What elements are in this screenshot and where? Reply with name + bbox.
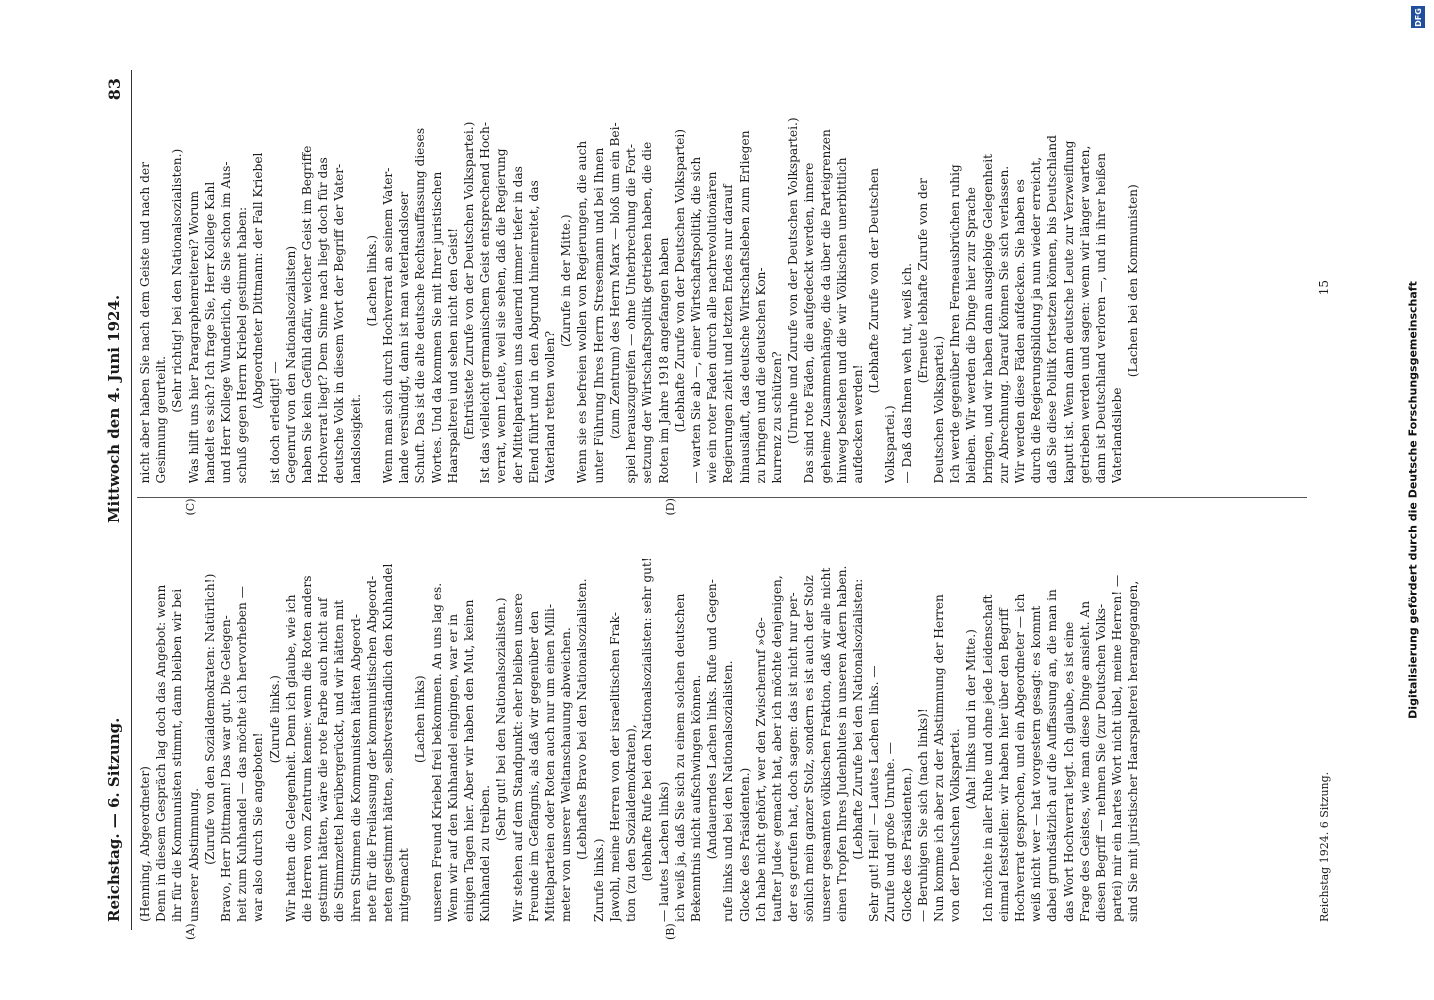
text-line: Ich werde gegenüber Ihren Ferneausbrüchen ruhig (948, 164, 963, 484)
text-line: gestimmt hätten, wäre die rote Farbe auch nicht auf (316, 597, 331, 922)
text-line: (Lachen links.) (364, 234, 379, 327)
text-line: (Zurufe links.) (267, 675, 282, 764)
text-line: mitgemacht (397, 848, 412, 922)
header-rule (131, 70, 132, 930)
text-line: Mittelparteien oder Roten auch nur um einen Milli- (543, 604, 558, 922)
text-line: Glocke des Präsidenten.) (737, 767, 752, 922)
text-line: deutsche Volk in diesem Wort der Begriff der Vater- (332, 163, 347, 484)
text-line: hinausläuft, das deutsche Wirtschaftsleben zum Erliegen (737, 130, 752, 484)
text-line: Regierungen zieht und letzten Endes nur darauf (721, 184, 736, 484)
text-line: landslosigkeit. (348, 393, 363, 484)
text-line: getrieben werden und sagen: wenn wir länger warten, (1077, 145, 1092, 484)
text-line: die Stimmzettel herübergerückt, und wir hätten mit (332, 599, 347, 922)
footer-left: Reichstag 1924. 6 Sitzung. (1318, 771, 1331, 922)
text-line: zu bringen und die deutschen Kon- (753, 267, 768, 484)
text-line: Zurufe und große Unruhe. — (883, 742, 898, 922)
text-line: (Andauerndes Lachen links. Rufe und Gegen- (705, 579, 720, 860)
text-line: Jawohl, meine Herren von der israelitischen Frak- (607, 612, 622, 922)
text-line: einigen Tagen hier. Aber wir haben den Mut, keinen (462, 599, 477, 922)
text-line: — Beruhigen Sie sich (nach links)! (915, 708, 930, 922)
text-line: unserer Abstimmung. (186, 787, 201, 922)
header-date: Mittwoch den 4. Juni 1924. (105, 294, 123, 524)
text-line: bringen, und wir haben dann ausgiebige Gelegenheit (980, 153, 995, 484)
text-line: Nun komme ich aber zu der Abstimmung der Herren (931, 594, 946, 922)
text-line: (Lebhafte Zurufe bei den Nationalsozialisten: (850, 578, 865, 860)
text-line: (Sehr gut! bei den Nationalsozialisten.) (494, 597, 509, 842)
text-line: nete für die Freilassung der kommunistischen Abgeord- (364, 575, 379, 922)
text-line: durch die Regierungsbildung ja nun wieder erreicht, (1029, 157, 1044, 484)
signature-mark: 15 (1317, 280, 1331, 296)
text-line: die Herren vom Zentrum kenne: wenn die Roten anders (300, 575, 315, 922)
text-line: Wortes. Und da kommen Sie mit Ihrer juristischen (429, 171, 444, 484)
text-line: nicht aber haben Sie nach dem Geiste und nach der (138, 162, 152, 484)
text-line: — Daß das Ihnen weh tut, weiß ich. (899, 262, 914, 484)
text-line: (Henning, Abgeordneter) (138, 766, 152, 922)
text-line: hinweg bestehen und die wir Völkischen unerbittlich (834, 157, 849, 484)
text-line: Wir stehen auf dem Standpunkt: eher bleiben unsere (510, 593, 525, 922)
text-line: neten gestimmt hätten, selbstverständlich den Kuhhandel (381, 563, 396, 922)
text-line: Wenn wir auf den Kuhhandel eingingen, war er in (445, 613, 460, 922)
page-number: 83 (104, 78, 124, 101)
text-line: Wir hatten die Gelegenheit. Denn ich glaube, wie ich (283, 594, 298, 922)
text-line: Volkspartei.) (883, 405, 898, 484)
text-line: und Herr Kollege Wunderlich, die Sie schon im Aus- (219, 161, 234, 484)
side-credit-text: Digitalisierung gefördert durch die Deutsche Forschungsgemeinschaft (1406, 281, 1420, 719)
text-line: (Abgeordneter Dittmann: der Fall Kriebel (251, 152, 266, 409)
text-line: (Zurufe in der Mitte.) (559, 214, 574, 348)
text-line: partei) mir ein hartes Wort nicht übel, meine Herren! — (1110, 574, 1125, 922)
text-line: wie ein roter Faden durch alle nachrevolutionären (705, 171, 720, 484)
text-line: haben Sie kein Gefühl dafür, welcher Geist im Begriffe (300, 145, 315, 484)
text-line: Bravo, Herr Dittmann! Das war gut. Die Gelegen- (219, 615, 234, 922)
text-line: der Mittelparteien uns dauernd immer tiefer in das (510, 166, 525, 484)
text-line: diesen Begriff — nehmen Sie (zur Deutschen Volks- (1093, 603, 1108, 922)
text-line: der es gerufen hat, doch sagen: das ist nicht nur per- (786, 592, 801, 922)
page-header (97, 70, 131, 930)
text-line: Gegenruf von den Nationalsozialisten) (283, 245, 298, 484)
text-line: Sehr gut! Heil! — Lautes Lachen links. — (867, 665, 882, 922)
text-line: Zurufe links.) (591, 838, 606, 922)
text-line: Wenn man sich durch Hochverrat an seinem Vater- (381, 167, 396, 484)
text-line: bleiben. Wir werden die Dinge hier zur Sprache (964, 187, 979, 484)
text-line: (Erneute lebhafte Zurufe von der (915, 178, 930, 384)
text-line: Deutschen Volkspartei.) (931, 335, 946, 484)
text-line: (lebhafte Rufe bei den Nationalsozialisten: sehr gut! (640, 557, 655, 882)
text-line: unserer gesamten völkischen Fraktion, daß wir alle nicht (818, 567, 833, 922)
text-line: Haarspalterei und sehen nicht den Geist! (445, 227, 460, 484)
text-line: zur Abrechnung. Darauf können Sie sich verlassen. (996, 165, 1011, 484)
text-line: tion (zu den Sozialdemokraten), (624, 724, 639, 922)
text-line: Wir werden diese Fäden aufdecken. Sie haben es (1012, 179, 1027, 484)
text-line: Bekenntnis nicht aufschwingen können. (688, 674, 703, 922)
text-line: sind Sie mit juristischer Haarspalterei herangegangen, (1126, 580, 1141, 922)
text-line: Denn in diesem Gespräch lag doch das Angebot: wenn (154, 584, 169, 922)
text-line: spiel herauszugreifen — ohne Unterbrechung die Fort- (624, 143, 639, 484)
text-line: schuß gegen Herrn Kriebel gestimmt haben: (235, 206, 250, 484)
text-line: meter von unserer Weltanschauung abweichen. (559, 627, 574, 922)
text-line: daß Sie diese Politik fortsetzen können, bis Deutschland (1045, 135, 1060, 484)
text-line: heit zum Kuhhandel — das möchte ich hervorheben — (235, 586, 250, 922)
text-line: von der Deutschen Volkspartei. (948, 728, 963, 922)
text-line: ihren Stimmen die Kommunisten hätten Abgeord- (348, 614, 363, 922)
text-line: (Zurufe von den Sozialdemokraten: Natürlich!) (202, 573, 217, 865)
dfg-logo-text: DFG (1413, 7, 1423, 27)
text-line: Elend führt und in den Abgrund hineinreitet, das (526, 180, 541, 484)
text-line: (Entrüstete Zurufe von der Deutschen Volkspartei.) (462, 121, 477, 440)
text-line: Wenn sie es befreien wollen von Regierungen, die auch (575, 140, 590, 484)
margin-mark: (A) (183, 923, 197, 940)
text-line: (Lebhaftes Bravo bei den Nationalsozialisten. (575, 578, 590, 861)
rotated-page-content (97, 70, 1337, 940)
column-right (137, 78, 1307, 516)
text-line: war also durch Sie angeboten! (251, 732, 266, 922)
text-line: weiß nicht wer — hat vorgestern gesagt: es kommt (1029, 605, 1044, 922)
text-line: Freunde im Gefängnis, als daß wir gegenüber den (526, 610, 541, 922)
text-line: aufdecken werden! (850, 364, 865, 484)
text-line: (Lebhafte Zurufe von der Deutschen Volkspartei) (672, 128, 687, 433)
text-line: geheime Zusammenhänge, die da über die Parteigrenzen (818, 129, 833, 484)
header-left: Reichstag. — 6. Sitzung. (105, 717, 123, 922)
text-line: Frage des Geistes, wie man diese Dinge ansieht. An (1077, 600, 1092, 922)
text-line: Ich möchte in aller Ruhe und ohne jede Leidenschaft (980, 594, 995, 922)
text-line: (Sehr richtig! bei den Nationalsozialisten.) (170, 148, 185, 413)
margin-mark: (B) (663, 923, 677, 940)
text-line: kaputt ist. Wenn dann deutsche Leute zur Verzweiflung (1061, 140, 1076, 484)
text-line: verrat, wenn Leute, weil sie sehen, daß die Regierung (494, 148, 509, 484)
text-line: handelt es sich? Ich frage Sie, Herr Kollege Kahl (202, 181, 217, 484)
text-line: Roten im Jahre 1918 angefangen haben (656, 237, 671, 484)
text-line: das Wort Hochverrat legt. Ich glaube, es ist eine (1061, 621, 1076, 922)
text-line: Gesinnung geurteilt. (154, 355, 169, 484)
text-line: taufter Jude« gemacht hat, aber ich möchte denjenigen, (769, 575, 784, 922)
text-line: sönlich mein ganzer Stolz, sondern es ist auch der Stolz (802, 575, 817, 922)
text-line: ihr für die Kommunisten stimmt, dann bleiben wir bei (170, 588, 185, 922)
text-line: Schuft. Das ist die alte deutsche Rechtsauffassung dieses (413, 127, 428, 484)
text-line: Vaterlandsliebe (1110, 387, 1125, 484)
text-line: (Unruhe und Zurufe von der Deutschen Volkspartei.) (786, 117, 801, 445)
text-line: Vaterland retten wollen? (543, 330, 558, 484)
side-credit (1404, 7, 1423, 990)
text-line: kurrenz zu schützen? (769, 351, 784, 484)
text-line: Ist das vielleicht germanischem Geist entsprechend Hoch- (478, 122, 493, 484)
text-line: dann ist Deutschland verloren —, und in ihrer heißen (1093, 153, 1108, 484)
text-line: einmal feststellen: wir haben hier über den Begriff (996, 608, 1011, 922)
text-line: ich weiß ja, daß Sie sich zu einem solchen deutschen (672, 593, 687, 922)
text-line: setzung der Wirtschaftspolitik getrieben haben, die die (640, 141, 655, 484)
text-columns (137, 70, 1307, 940)
text-line: — lautes Lachen links) (656, 781, 671, 922)
text-line: unter Führung Ihres Herrn Stresemann und bei Ihnen (591, 147, 606, 484)
text-line: einen Tropfen Ihres Judenblutes in unseren Adern haben. (834, 565, 849, 922)
margin-mark: (D) (663, 498, 677, 516)
text-line: unseren Freund Kriebel frei bekommen. An uns lag es. (429, 582, 444, 922)
text-line: Kuhhandel zu treiben. (478, 784, 493, 922)
text-line: Glocke des Präsidenten.) (899, 767, 914, 922)
text-line: Hochverrat liegt? Dem Sinne nach liegt doch für das (316, 157, 331, 484)
margin-mark: (C) (183, 498, 197, 516)
text-line: (Aha! links und in der Mitte.) (964, 629, 979, 810)
text-line: Das sind rote Fäden, die aufgedeckt werden, innere (802, 162, 817, 484)
text-line: — warten Sie ab —, einer Wirtschaftspolitik, die sich (688, 156, 703, 484)
text-line: ist doch erledigt! — (267, 361, 282, 484)
text-line: (Lachen bei den Kommunisten) (1126, 184, 1141, 378)
text-line: Ich habe nicht gehört, wer den Zwischenruf »Ge- (753, 617, 768, 922)
text-line: (zum Zentrum) des Herrn Marx — bloß um ein Bei- (607, 122, 622, 440)
text-line: lande versündigt, dann ist man vaterlandsloser (397, 191, 412, 484)
text-line: dabei grundsätzlich auf die Auffassung an, die man in (1045, 589, 1060, 922)
text-line: Hochverrat gesprochen, und ein Abgeordneter — ich (1012, 593, 1027, 922)
text-line: (Lachen links) (413, 675, 428, 764)
text-line: rufe links und bei den Nationalsozialisten. (721, 660, 736, 922)
text-line: (Lebhafte Zurufe von der Deutschen (867, 168, 882, 394)
text-line: Was hilft uns hier Paragraphenreiterei? Worum (186, 190, 201, 484)
column-left (137, 517, 1307, 940)
